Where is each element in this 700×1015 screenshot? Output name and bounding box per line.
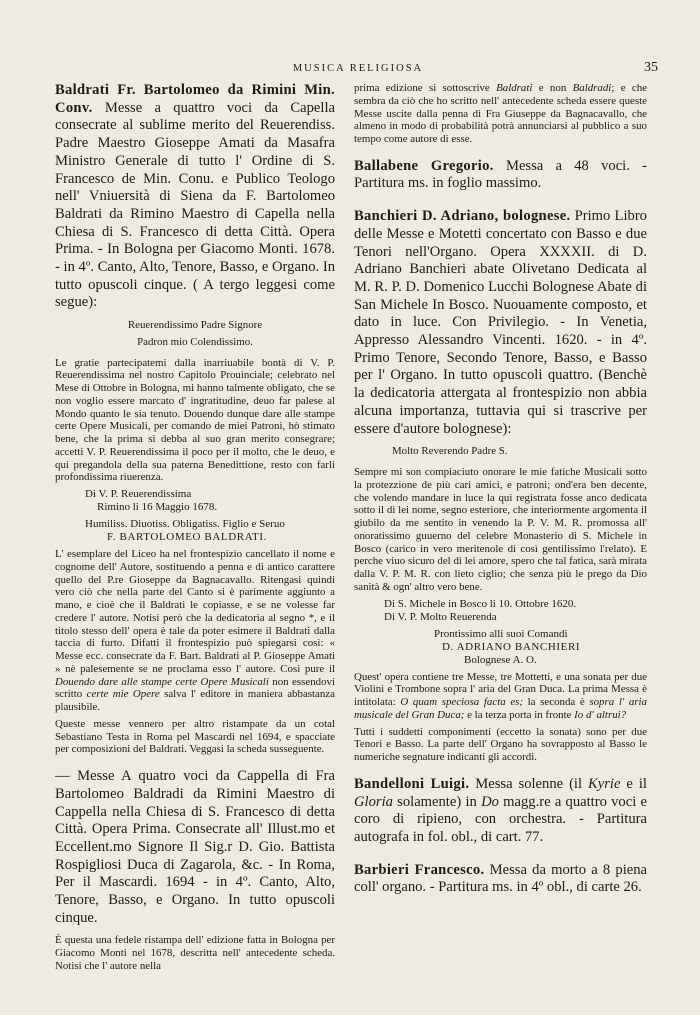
note-text: ; e che sembra da ciò che ho scritto nell' antecedente scheda essere queste Messe uscite dalla penna di Fra Giuseppe da Bagnacavallo, che almeno in modo di probabilità potrà annunciarsi al pubblico a suo tempo come autore di esse. bbox=[354, 82, 647, 145]
letter-closing-a: Di V. P. Molto Reuerenda bbox=[384, 610, 497, 623]
note-components: Tutti i suddetti componimenti (eccetto la sonata) sono per due Tenori e Basso. La parte dell' Organo ha sovrapposto al Basso le numeriche segnature indicanti gli accordi. bbox=[354, 725, 647, 764]
entry-barbieri bbox=[354, 862, 647, 897]
right-column bbox=[354, 82, 647, 904]
entry-heading: Baldrati Fr. Bartolomeo da Rimini Min. Conv. bbox=[55, 82, 335, 116]
left-column bbox=[55, 82, 335, 977]
letter-closing-3: Humiliss. Diuotiss. Obligatiss. Figlio e Seruo bbox=[85, 518, 285, 531]
entry-heading: Barbieri Francesco. bbox=[354, 861, 485, 878]
banchieri-letter: Sempre mi son compiaciuto onorare le mie fatiche Musicali sotto la protezzione de più cari amici, e patroni; ond'era ben decente, che volendo mandare in luce la qui registrata fosse anco dedicata sotto il dì lei nome, segno esteriore, che interiormente argomenta il giubilo da me sentito in venendo la P. V. M. R. promossa all' onoratissimo guuerno del celebre Monasterio di S. Michele in Bosco (carico in vero meritenole di così gentilissimo l'relato). E perche viuo sicuro del di lei amore, spero che tal fatica, sarà mirata dalla V. P. M. R. con lieto ciglio; che senza più le prego da Dio sanità & ogn' altro vero bene. bbox=[354, 466, 647, 593]
note-text: Quest' opera contiene tre Messe, tre Mottetti, e una sonata per due Violini e Trombone sopra l' aria del Gran Duca. La prima Messa è intitolata: bbox=[354, 670, 647, 709]
letter-salutation: Molto Reverendo Padre S. bbox=[392, 445, 508, 458]
entry-body: Messa da morto a 8 piena coll' organo. - Partitura ms. in 4º obl., di carte 26. bbox=[354, 861, 647, 896]
letter-signature: D. ADRIANO BANCHIERI bbox=[442, 640, 581, 653]
letter-closing-d: Bolognese A. O. bbox=[464, 653, 537, 666]
note-italic: Douendo dare alle stampe certe Opere Musicali bbox=[55, 675, 269, 688]
dedication-letter: Le gratie partecipatemi dalla inarriuabile bontà di V. P. Reuerendissima nel nostro Capitolo Prouinciale; celebrato nel Mese di Ottobre in Bologna, mi hanno talmente obligato, che se non voglio essere marcato d' ingratitudine, deuo far palese al Mondo quanto le sia tenuto. Douendo dunque dare alle stampe certe Opere Musicali, per comando de miei Patroni, hò stimato bene, che la prima si debba al suo gran merito consegrare; accetti V. P. Reuerendissima il poco per il molto, che le deuo, e qui pregandola della sua paterna Benedittione, resto con farli profondissima riuerenza. bbox=[55, 356, 335, 484]
letter-closing-b: Prontissimo alli suoi Comandi bbox=[434, 627, 568, 640]
entry-baldrati bbox=[55, 82, 335, 312]
entry-heading: Bandelloni Luigi. bbox=[354, 775, 470, 792]
entry-italic: Kyrie bbox=[588, 775, 621, 792]
note-italic: sopra l' aria musicale del Gran Duca; bbox=[354, 696, 647, 721]
page-header bbox=[58, 60, 658, 80]
entry-bandelloni bbox=[354, 776, 647, 847]
page-number: 35 bbox=[644, 60, 658, 75]
letter-closing-1: Di V. P. Reuerendissima bbox=[85, 488, 192, 501]
note-text: prima edizione si sottoscrive bbox=[354, 82, 497, 94]
entry-heading: Ballabene Gregorio. bbox=[354, 157, 494, 174]
note-text: salva l' editore in maniera abbastanza plausibile. bbox=[55, 688, 335, 714]
entry-heading: Banchieri D. Adriano, bolognese. bbox=[354, 208, 571, 225]
entry-banchieri bbox=[354, 208, 647, 438]
entry-body: Messe a quattro voci da Capella consecrate al sublime merito del Reuerendiss. Padre Maestro Gioseppe Amati da Masafra Ministro Generale di tutto l' Ordine di S. Francesco de Min. Conu. e Publico Teologo nell' Vniuersità di Siena da F. Bartolomeo Baldrati da Rimino Maestro di Capella nella Chiesa di S. Francesco di detta Città. Opera Prima. - In Bologna per Giacomo Monti. 1678. - in 4º. Canto, Alto, Tenore, Basso, e Organo. In tutto opuscoli cinque. ( A tergo leggesi come segue): bbox=[55, 99, 335, 311]
entry-body: e il bbox=[620, 775, 647, 792]
letter-closing-2: Rimino li 16 Maggio 1678. bbox=[97, 501, 218, 514]
entry-messe-reprint: — Messe A quatro voci da Cappella di Fra Bartolomeo Baldradi da Rimini Maestro di Cappella nella Chiesa di S. Francesco di detta Città. Opera Prima. Consecrate all' Illust.mo et Eccellent.mo Signore Il Sig.r D. Gio. Battista Rospigliosi Duca di Zagarola, &c. - In Roma, Per il Mascardi. 1694 - in 4º. Canto, Alto, Tenore, Basso, e Organo. In tutto opuscoli cinque. bbox=[55, 768, 335, 926]
dedication-salutation-1: Reuerendissimo Padre Signore bbox=[127, 319, 263, 332]
note-faithful-reprint: È questa una fedele ristampa dell' edizione fatta in Bologna per Giacomo Monti nel 1678, descritta nell' antecedente scheda. Notisi che l' autore nella bbox=[55, 934, 335, 972]
note-text: la seconda è bbox=[523, 696, 590, 709]
entry-body: Messa solenne (il bbox=[469, 775, 589, 792]
letter-signature: F. BARTOLOMEO BALDRATI. bbox=[107, 531, 267, 544]
entry-italic: Do bbox=[481, 793, 499, 810]
note-text: e non bbox=[532, 82, 573, 94]
note-continued bbox=[354, 82, 647, 146]
dedication-salutation-2: Padron mio Colendissimo. bbox=[137, 335, 253, 348]
entry-body: magg.re a quattro voci e coro di ripieno, con orchestra. - Partitura autografa in fol. obl., di cart. 77. bbox=[354, 793, 647, 845]
letter-date: Di S. Michele in Bosco li 10. Ottobre 1620. bbox=[384, 597, 577, 610]
note-reprint: Queste messe vennero per altro ristampate da un cotal Sebastiano Testa in Roma pel Mascardi nel 1694, e spacciate per composizioni del Baldrati. Veggasi la scheda susseguente. bbox=[55, 717, 335, 756]
entry-body: solamente) in bbox=[392, 793, 482, 810]
entry-body: Messa a 48 voci. - Partitura ms. in foglio massimo. bbox=[354, 157, 647, 192]
note-italic: Baldradi bbox=[572, 82, 612, 94]
note-italic: certe mie Opere bbox=[86, 688, 160, 701]
note-italic: Baldrati bbox=[496, 82, 533, 94]
note-text: L' esemplare del Liceo ha nel frontespizio cancellato il nome e cognome dell' Autore, sostituendo a penna e di antico carattere quello del P.re Gioseppe da Bagnacavallo. Ritengasi quindi vero ciò che nella parte del Canto si è parimente aggiunto a mano, e cioè che il Baldrati le copiasse, e se ne volesse far credere l' autore. Notisi però che la dedicatoria al segno *, e il titolo stesso dell' opera è tale da poter esimere il Baldrati dalla taccia di furto. Difatti il frontespizio può spiegarsi così: « Messe ecc. consecrate da F. Bart. Baldrati al P. Gioseppe Amati » nè palesemente se ne proclama esso l' autore. Così pure il bbox=[55, 548, 335, 675]
note-italic: Io d' altrui? bbox=[574, 708, 627, 721]
note-text: e la terza porta in fronte bbox=[464, 708, 575, 721]
note-text: non essendovi scritto bbox=[55, 675, 335, 701]
entry-body: Primo Libro delle Messe e Motetti concertato con Basso e due Tenori nell'Organo. Opera XXXXII. di D. Adriano Banchieri abate Olivetano Dedicata al M. R. P. D. Domenico Lucchi Bolognese Abate di San Michele In Bosco. Nuouamente composto, et dato in luce. Con Privilegio. - In Venetia, Appresso Alessandro Vincenti. 1620. - in 4º. Primo Tenore, Secondo Tenore, Basso, e Basso per l' Organo. In tutto opuscoli quattro. (Benchè la dedicatoria attergata al frontespizio non abbia alcuna importanza, tuttavia qui si trascrive per essere d'autore bolognese): bbox=[354, 208, 647, 437]
entry-italic: Gloria bbox=[354, 793, 393, 810]
note-liceo-copy bbox=[55, 548, 335, 714]
entry-ballabene bbox=[354, 158, 647, 193]
note-contents bbox=[354, 671, 647, 722]
running-head: MUSICA RELIGIOSA bbox=[292, 63, 424, 74]
note-italic: O quam speciosa facta es; bbox=[400, 696, 524, 709]
